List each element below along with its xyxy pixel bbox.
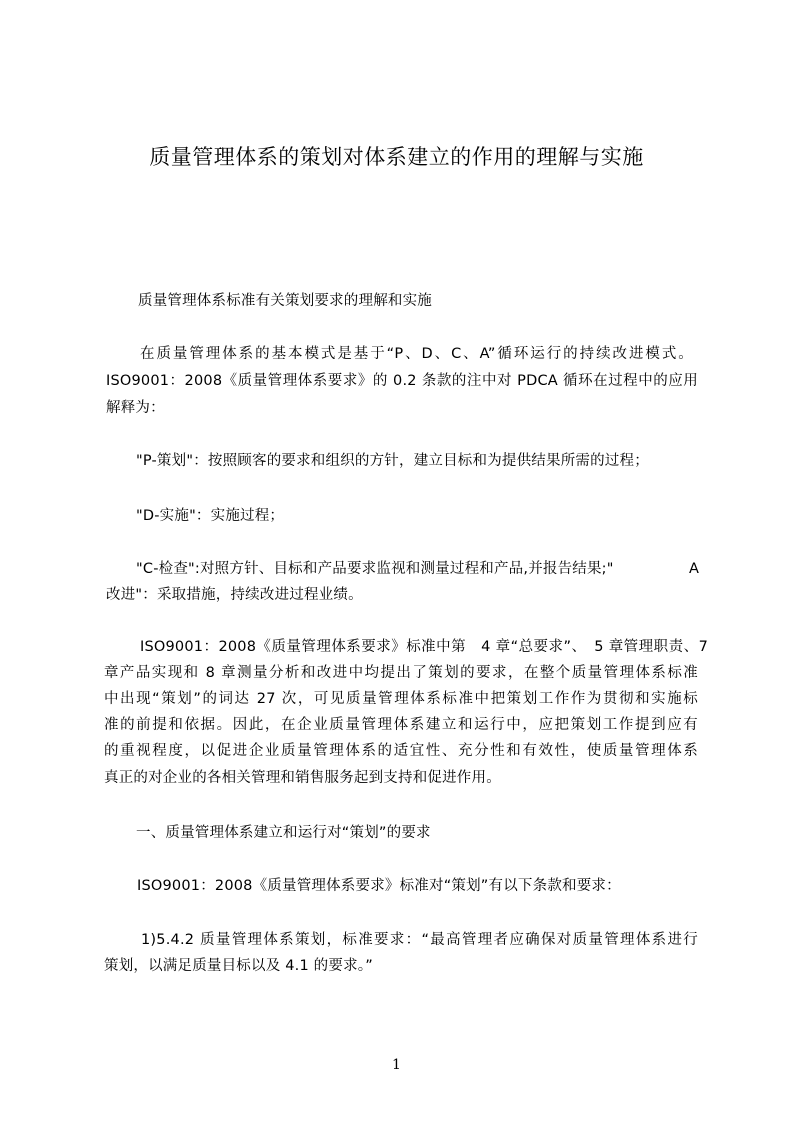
- plan-paragraph: "P-策划"：按照顾客的要求和组织的方针，建立目标和为提供结果所需的过程；: [136, 453, 649, 469]
- intro-line-1: 在质量管理体系的基本模式是基于“P、D、C、A”循环运行的持续改进模式。: [140, 346, 693, 362]
- standard-line-6: 真正的对企业的各相关管理和销售服务起到支持和促进作用。: [104, 770, 501, 786]
- heading-one: 一、质量管理体系建立和运行对“策划”的要求: [136, 825, 431, 841]
- standard-line-2: 章产品实现和 8 章测量分析和改进中均提出了策划的要求，在整个质量管理体系标准: [104, 665, 698, 681]
- intro-line-2: ISO9001：2008《质量管理体系要求》的 0.2 条款的注中对 PDCA 循环在过程中的应用: [106, 373, 698, 389]
- check-line-1-end: A: [689, 561, 700, 577]
- standard-line-4: 准的前提和依据。因此，在企业质量管理体系建立和运行中，应把策划工作提到应有: [104, 717, 698, 733]
- page-number: 1: [392, 1057, 401, 1073]
- check-line-1: "C-检查":对照方针、目标和产品要求监视和测量过程和产品,并报告结果;": [136, 561, 614, 577]
- check-line-2: 改进"：采取措施，持续改进过程业绩。: [106, 587, 363, 603]
- clauses-intro: ISO9001：2008《质量管理体系要求》标准对“策划”有以下条款和要求：: [137, 878, 621, 894]
- document-title: 质量管理体系的策划对体系建立的作用的理解与实施: [149, 145, 644, 169]
- clause-1-line-2: 策划，以满足质量目标以及 4.1 的要求。”: [104, 958, 373, 974]
- standard-line-3: 中出现“策划”的词达 27 次，可见质量管理体系标准中把策划工作作为贯彻和实施标: [104, 691, 698, 707]
- section-heading: 质量管理体系标准有关策划要求的理解和实施: [138, 293, 432, 309]
- clause-1-line-1: 1)5.4.2 质量管理体系策划，标准要求：“最高管理者应确保对质量管理体系进行: [141, 932, 698, 948]
- intro-line-3: 解释为：: [106, 400, 165, 416]
- do-paragraph: "D-实施"：实施过程；: [136, 508, 285, 524]
- standard-line-5: 的重视程度，以促进企业质量管理体系的适宜性、充分性和有效性，使质量管理体系: [104, 743, 698, 759]
- standard-line-1: ISO9001：2008《质量管理体系要求》标准中第 4 章“总要求”、 5 章管理职责、7: [140, 639, 708, 655]
